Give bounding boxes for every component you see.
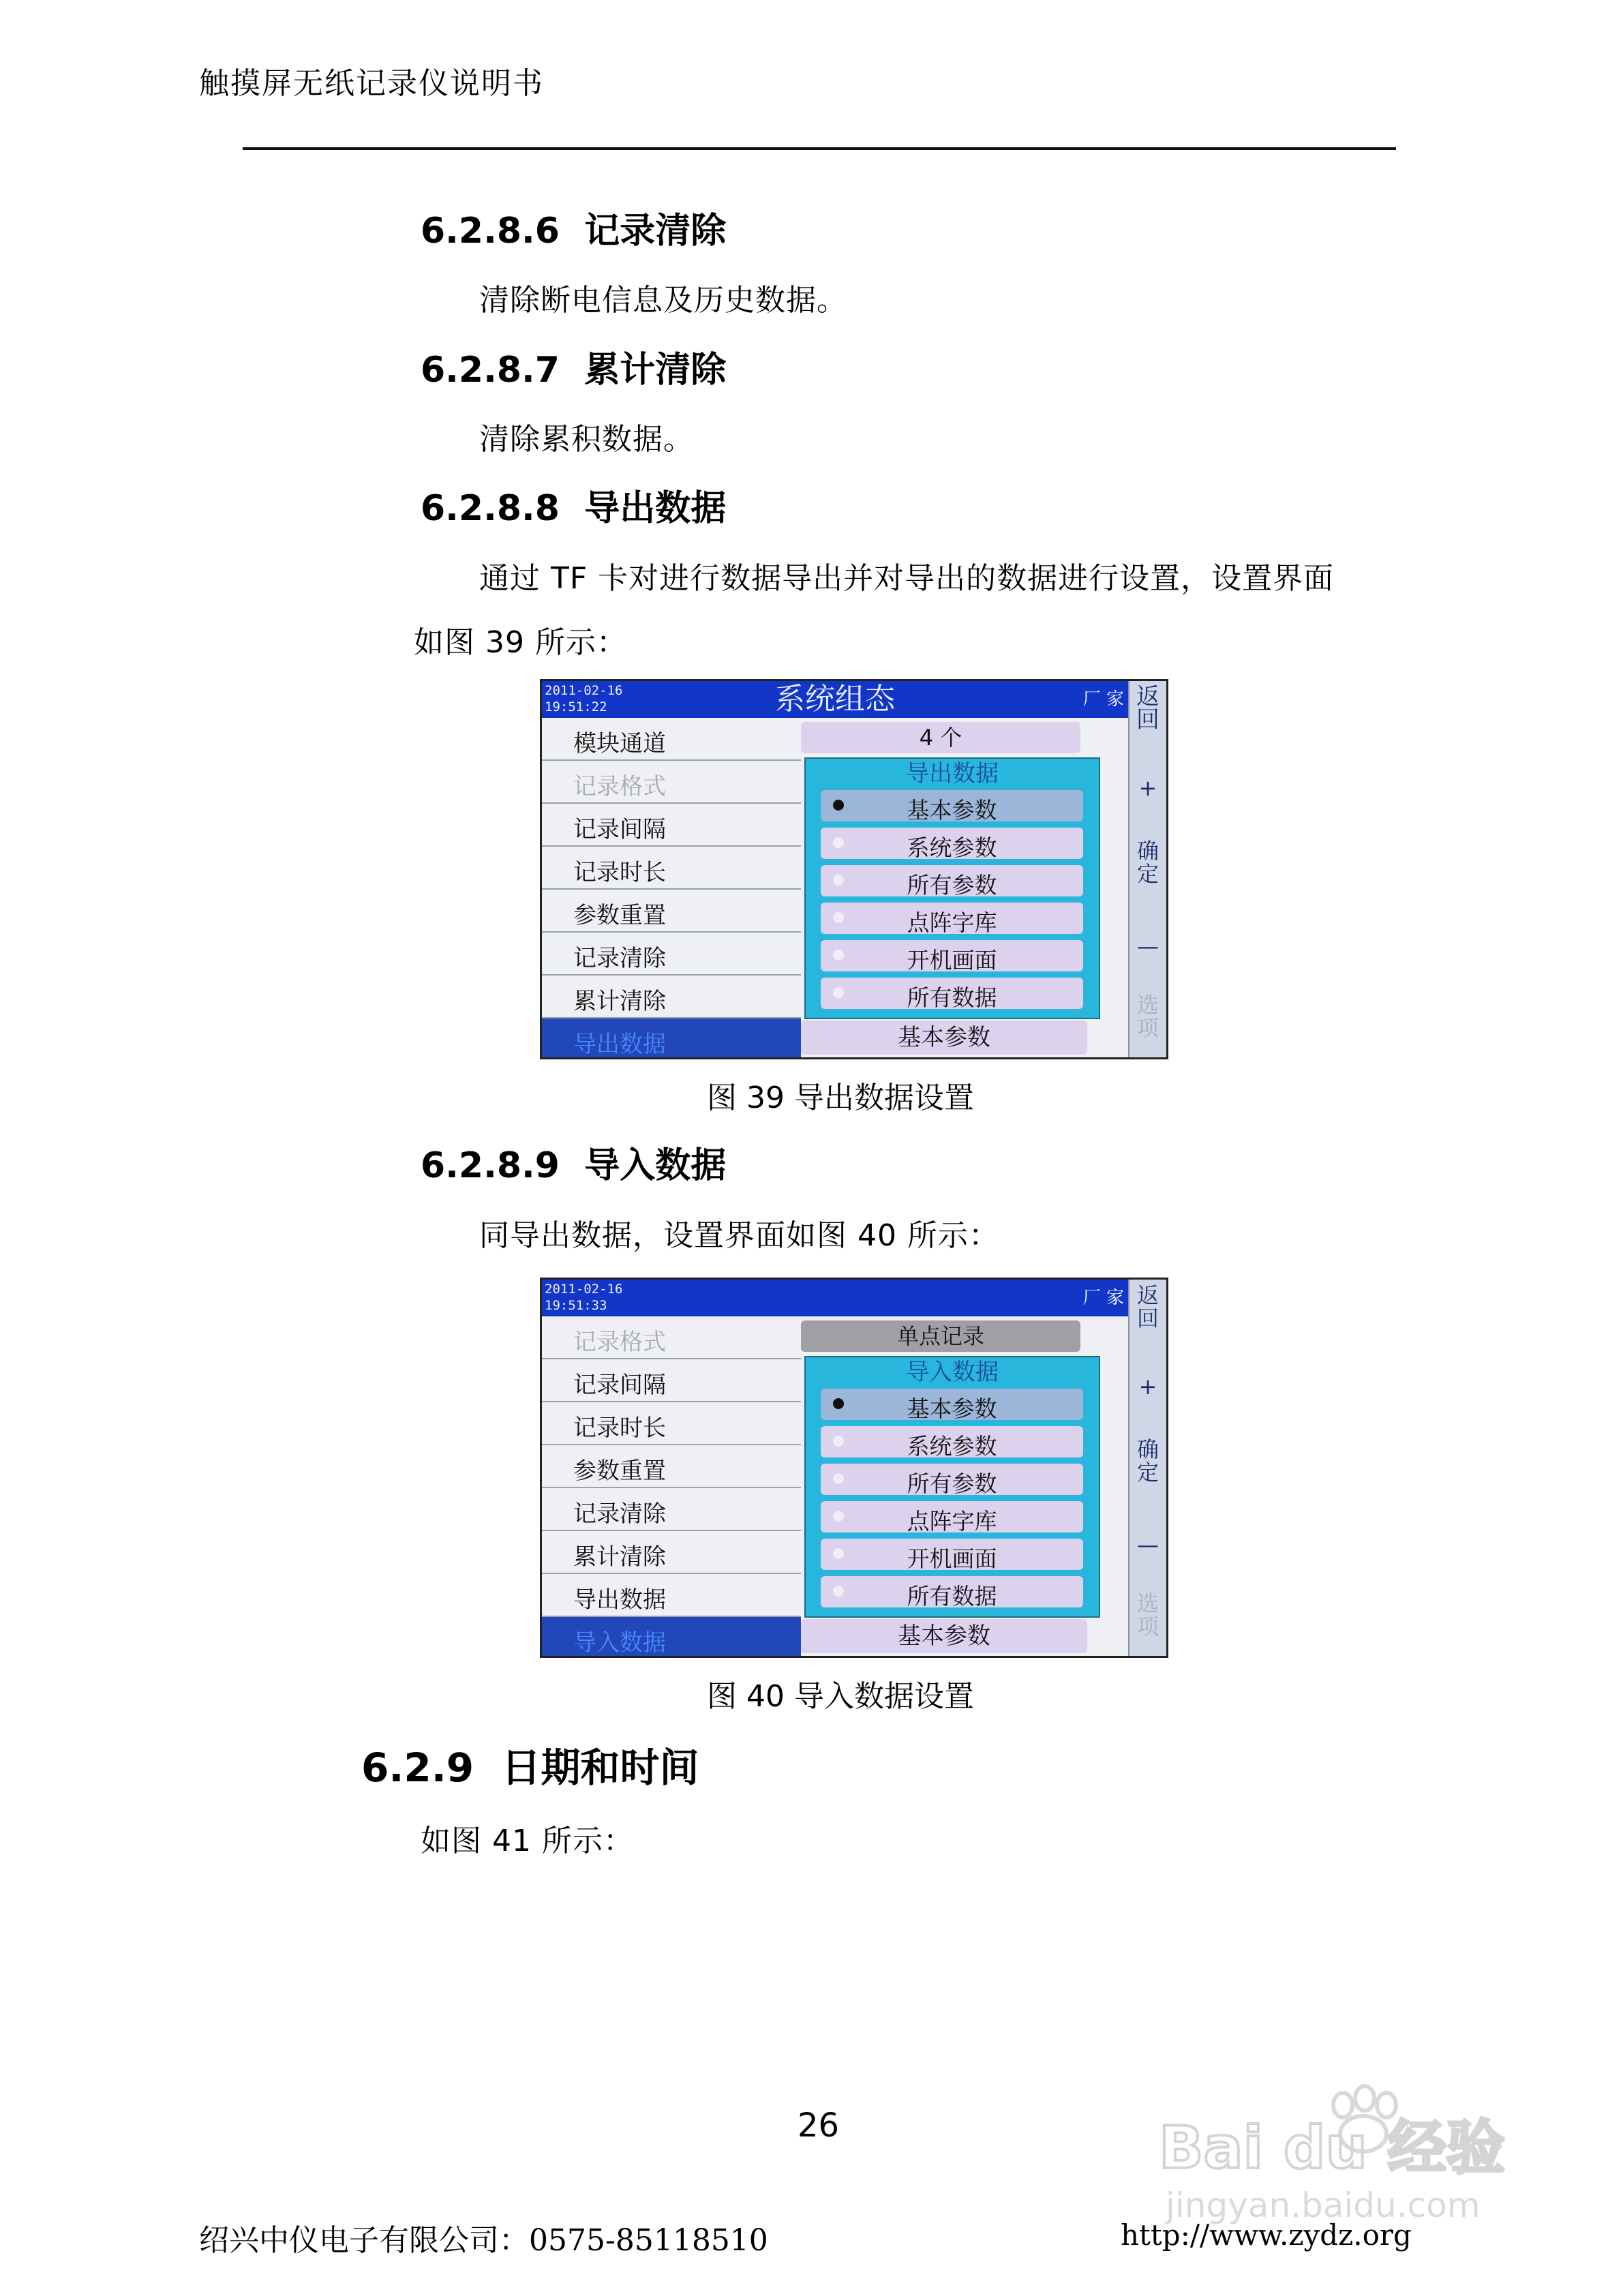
popup-title: 导入数据 [906, 1359, 999, 1386]
header-rule [243, 147, 1396, 150]
section-title: 导出数据 [584, 488, 727, 529]
footer-company: 绍兴中仪电子有限公司：0575-85118510 [199, 2223, 768, 2258]
menu-row-record-clear[interactable] [542, 933, 801, 976]
row-label: 记录清除 [573, 945, 666, 972]
section-body: 清除累积数据。 [479, 422, 694, 457]
option-dot-font[interactable]: 点阵字库 [821, 903, 1083, 934]
menu-row-export-data[interactable] [542, 1018, 801, 1057]
side-button-panel [1128, 1280, 1166, 1656]
menu-row-record-interval[interactable] [542, 804, 801, 847]
section-heading-6286 [421, 202, 726, 253]
screen-time: 19:51:22 [545, 699, 607, 714]
menu-row-record-duration[interactable] [542, 847, 801, 890]
screen-title: 系统组态 [775, 682, 895, 716]
section-body-line2: 如图 39 所示： [414, 625, 627, 660]
section-body: 同导出数据，设置界面如图 40 所示： [479, 1218, 999, 1253]
section-number: 6.2.8.9 [421, 1145, 560, 1186]
option-all-params[interactable]: 所有参数 [821, 1464, 1083, 1495]
section-heading-6289 [421, 1136, 726, 1188]
option-all-params[interactable]: 所有参数 [821, 865, 1083, 896]
menu-row-total-clear[interactable] [542, 976, 801, 1018]
section-number: 6.2.8.7 [421, 350, 560, 391]
minus-button[interactable]: — [1137, 1532, 1159, 1558]
footer-url[interactable]: http://www.zydz.org [1121, 2218, 1412, 2252]
row-label: 记录时长 [573, 1415, 666, 1442]
manufacturer-button[interactable]: 厂 家 [1082, 1288, 1124, 1308]
row-label: 累计清除 [573, 988, 666, 1015]
svg-text:jingyan.baidu.com: jingyan.baidu.com [1166, 2186, 1481, 2225]
screen-date: 2011-02-16 [545, 1282, 623, 1297]
row-label: 记录格式 [573, 1329, 666, 1356]
menu-row-record-format[interactable] [542, 1316, 801, 1359]
option-basic-params[interactable]: 基本参数 [821, 1389, 1083, 1420]
menu-row-record-interval[interactable] [542, 1359, 801, 1402]
section-number: 6.2.9 [361, 1744, 474, 1791]
back-button[interactable]: 返回 [1136, 1282, 1159, 1331]
section-title: 导入数据 [584, 1145, 727, 1186]
option-all-data[interactable]: 所有数据 [821, 1576, 1083, 1607]
menu-row-total-clear[interactable] [542, 1531, 801, 1574]
option-boot-screen[interactable]: 开机画面 [821, 940, 1083, 971]
section-body-line1: 通过 TF 卡对进行数据导出并对导出的数据进行设置，设置界面 [479, 561, 1335, 596]
row-label: 模块通道 [573, 730, 666, 757]
page-number: 26 [798, 2106, 840, 2145]
section-heading-629 [361, 1736, 699, 1793]
screen-datetime [545, 1281, 622, 1314]
screen-time: 19:51:33 [545, 1298, 607, 1313]
screen-title-bar [542, 1280, 1129, 1316]
section-title: 累计清除 [584, 350, 727, 391]
row-label: 记录间隔 [573, 816, 666, 843]
menu-row-import-data[interactable] [542, 1617, 801, 1656]
menu-row-param-reset[interactable] [542, 890, 801, 933]
screen-title-bar [542, 681, 1129, 718]
side-button-panel [1128, 681, 1166, 1057]
record-format-value[interactable]: 单点记录 [801, 1320, 1080, 1352]
section-heading-6288 [421, 479, 726, 530]
option-button[interactable]: 选项 [1136, 992, 1159, 1041]
popup-title: 导出数据 [906, 760, 999, 787]
screen-date: 2011-02-16 [545, 683, 623, 698]
minus-button[interactable]: — [1137, 933, 1159, 959]
section-number: 6.2.8.6 [421, 211, 560, 252]
row-label: 导出数据 [573, 1586, 666, 1614]
option-basic-params[interactable]: 基本参数 [821, 790, 1083, 821]
row-label: 记录格式 [573, 773, 666, 800]
option-system-params[interactable]: 系统参数 [821, 1426, 1083, 1457]
row-label: 参数重置 [573, 1457, 666, 1485]
export-data-value[interactable]: 基本参数 [801, 1021, 1087, 1055]
section-number: 6.2.8.8 [421, 488, 560, 529]
figure-39-screen [540, 679, 1168, 1059]
menu-row-record-duration[interactable] [542, 1402, 801, 1445]
export-popup [804, 757, 1100, 1019]
confirm-button[interactable]: 确定 [1136, 1436, 1159, 1485]
baidu-watermark-logo [1159, 2066, 1541, 2229]
import-popup [804, 1356, 1100, 1618]
figure-40-caption: 图 40 导入数据设置 [707, 1679, 974, 1714]
section-body: 如图 41 所示： [421, 1824, 634, 1858]
row-label: 记录时长 [573, 859, 666, 886]
screen-datetime [545, 682, 622, 715]
row-label: 累计清除 [573, 1543, 666, 1571]
import-data-value[interactable]: 基本参数 [801, 1619, 1087, 1653]
back-button[interactable]: 返回 [1136, 683, 1159, 734]
row-label: 导出数据 [573, 1031, 666, 1058]
row-label: 记录清除 [573, 1500, 666, 1528]
section-title: 日期和时间 [501, 1744, 699, 1791]
section-title: 记录清除 [584, 211, 727, 252]
menu-row-export-data[interactable] [542, 1574, 801, 1617]
row-label: 记录间隔 [573, 1372, 666, 1399]
option-boot-screen[interactable]: 开机画面 [821, 1539, 1083, 1570]
manufacturer-button[interactable]: 厂 家 [1082, 689, 1124, 710]
option-system-params[interactable]: 系统参数 [821, 828, 1083, 859]
option-button[interactable]: 选项 [1136, 1590, 1159, 1640]
section-body: 清除断电信息及历史数据。 [479, 283, 847, 318]
row-label: 参数重置 [573, 902, 666, 929]
section-heading-6287 [421, 341, 726, 392]
option-all-data[interactable]: 所有数据 [821, 978, 1083, 1009]
confirm-button[interactable]: 确定 [1136, 838, 1159, 887]
document-header-title: 触摸屏无纸记录仪说明书 [199, 66, 544, 101]
plus-button[interactable]: + [1138, 775, 1157, 801]
module-channel-value[interactable]: 4 个 [801, 722, 1080, 753]
plus-button[interactable]: + [1138, 1374, 1157, 1400]
row-label: 导入数据 [573, 1629, 666, 1657]
menu-row-record-clear[interactable] [542, 1488, 801, 1531]
figure-40-screen [540, 1278, 1168, 1658]
menu-row-record-format[interactable] [542, 761, 801, 804]
option-dot-font[interactable]: 点阵字库 [821, 1501, 1083, 1532]
svg-text:Bai du 经验: Bai du 经验 [1159, 2114, 1505, 2182]
menu-row-module-channel[interactable] [542, 718, 801, 761]
menu-row-param-reset[interactable] [542, 1445, 801, 1488]
figure-39-caption: 图 39 导出数据设置 [707, 1081, 974, 1115]
